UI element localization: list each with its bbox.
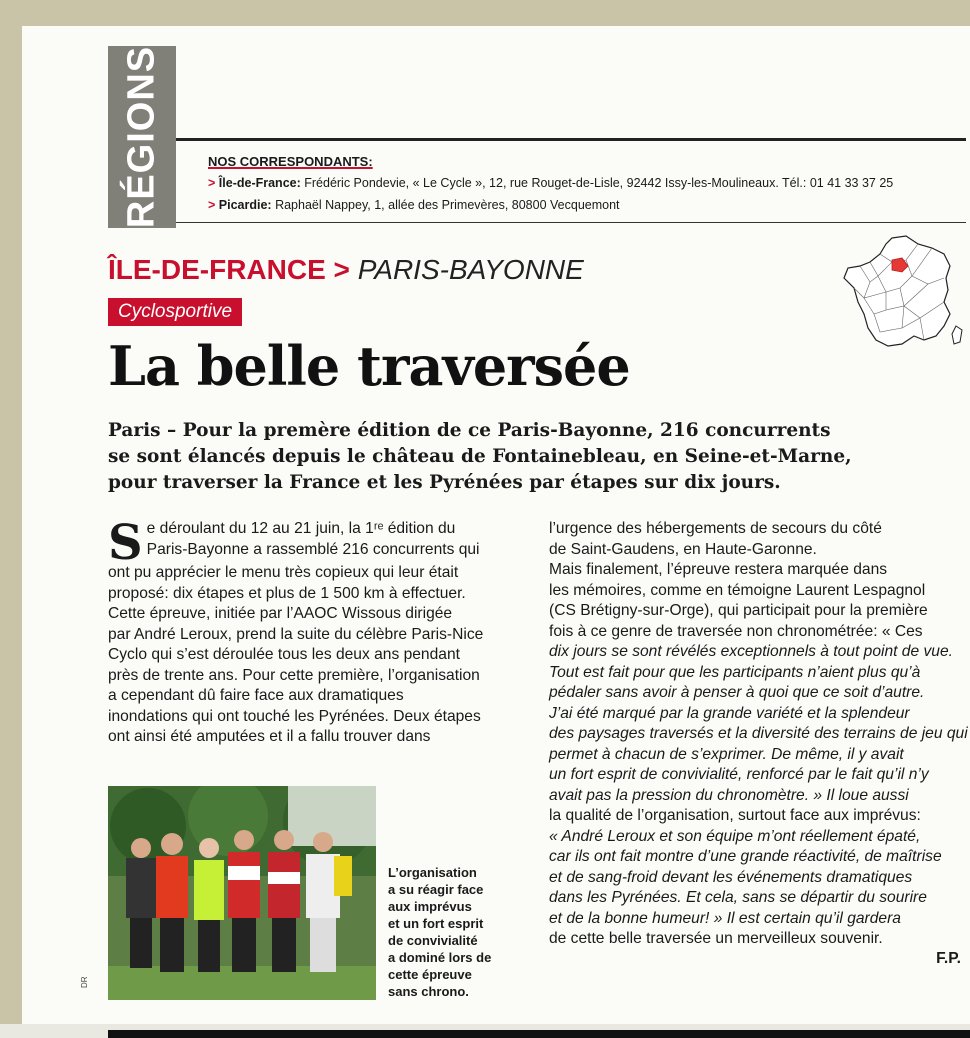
body-line: dix jours se sont révélés exceptionnels à tout point de vue.: [549, 643, 953, 660]
magazine-page: [22, 26, 970, 1024]
caption-line: L’organisation: [388, 865, 477, 880]
photo-caption: [388, 864, 538, 1000]
body-line: un fort esprit de convivialité, renforcé par le fait qu’il n’y: [549, 766, 929, 783]
correspondent-line: [208, 176, 893, 190]
lead-line: se sont élancés depuis le château de Fontainebleau, en Seine-et-Marne,: [108, 446, 852, 467]
body-line: Cette épreuve, initiée par l’AAOC Wissous dirigée: [108, 605, 453, 622]
correspondent-details: Raphaël Nappey, 1, allée des Primevères, 80800 Vecquemont: [271, 198, 620, 212]
lead-line: Paris – Pour la premère édition de ce Paris-Bayonne, 216 concurrents: [108, 420, 831, 441]
body-line: par André Leroux, prend la suite du célèbre Paris-Nice: [108, 625, 484, 643]
body-line: Tout est fait pour que les participants n’aient plus qu’à: [549, 663, 921, 681]
body-line: dans les Pyrénées. Et cela, sans se départir du sourire: [549, 889, 927, 906]
section-tab-label: RÉGIONS: [120, 45, 163, 229]
lead-line: pour traverser la France et les Pyrénées par étapes sur dix jours.: [108, 472, 781, 493]
body-lines: [549, 519, 969, 950]
category-badge: Cyclosportive: [108, 298, 242, 326]
body-line: Paris-Bayonne a rassemblé 216 concurrents qui: [146, 540, 480, 558]
body-line: l’urgence des hébergements de secours du côté: [549, 520, 882, 537]
correspondent-region: Île-de-France:: [218, 176, 301, 190]
body-line: la qualité de l’organisation, surtout face aux imprévus:: [549, 807, 921, 824]
body-line: et de sang-froid devant les événements dramatiques: [549, 868, 913, 886]
body-line: de Saint-Gaudens, en Haute-Garonne.: [549, 540, 817, 558]
article-kicker: [108, 254, 584, 286]
arrow-icon: >: [208, 176, 216, 190]
correspondent-details: Frédéric Pondevie, « Le Cycle », 12, rue Rouget-de-Lisle, 92442 Issy-les-Moulineaux. Tél.: 01 41 33 37 25: [300, 176, 894, 190]
section-tab: [108, 46, 176, 228]
caption-line: de convivialité: [388, 933, 478, 948]
photo-credit: DR: [80, 976, 89, 988]
body-line: et de la bonne humeur! » Il est certain qu’il gardera: [549, 909, 901, 927]
top-rule: [176, 138, 966, 141]
caption-line: aux imprévus: [388, 899, 472, 914]
page-edge-left: [0, 0, 22, 1024]
body-line: Cyclo qui s’est déroulée tous les deux ans pendant: [108, 646, 460, 663]
headline: La belle traversée: [108, 334, 630, 398]
body-line: J’ai été marqué par la grande variété et la splendeur: [549, 704, 910, 722]
arrow-icon: >: [208, 198, 216, 212]
caption-line: et un fort esprit: [388, 916, 484, 931]
body-line: inondations qui ont touché les Pyrénées. Deux étapes: [108, 707, 481, 725]
body-line: Mais finalement, l’épreuve restera marquée dans: [549, 561, 888, 578]
body-line: près de trente ans. Pour cette première, l’organisation: [108, 666, 480, 684]
body-column-left: [108, 515, 508, 748]
body-line: « André Leroux et son équipe m’ont réellement épaté,: [549, 827, 921, 845]
header-divider: [176, 222, 966, 223]
body-line: ont pu apprécier le menu très copieux qui leur était: [108, 564, 459, 581]
correspondents-title: NOS CORRESPONDANTS:: [208, 154, 373, 169]
body-line: fois à ce genre de traversée non chronométrée: « Ces: [549, 622, 923, 640]
caption-line: a dominé lors de: [388, 950, 492, 965]
body-line: car ils ont fait montre d’une grande réactivité, de maîtrise: [549, 848, 942, 865]
body-line: les mémoires, comme en témoigne Laurent Lespagnol: [549, 581, 926, 599]
correspondent-region: Picardie:: [218, 198, 272, 212]
article-lead: [108, 418, 968, 496]
caption-line: cette épreuve: [388, 967, 472, 982]
france-map-icon: [840, 232, 968, 354]
body-line: a cependant dû faire face aux dramatiques: [108, 687, 404, 704]
body-line: e déroulant du 12 au 21 juin, la 1ʳᵉ édition du: [146, 520, 456, 537]
author-signature: F.P.: [936, 950, 961, 967]
photo-cyclists: [108, 786, 376, 1000]
body-line: permet à chacun de s’exprimer. De même, il y avait: [549, 745, 904, 763]
kicker-subtitle: PARIS-BAYONNE: [357, 254, 584, 285]
body-line: proposé: dix étapes et plus de 1 500 km à effectuer.: [108, 584, 466, 602]
caption-line: sans chrono.: [388, 984, 469, 999]
body-line: de cette belle traversée un merveilleux souvenir.: [549, 930, 883, 947]
caption-line: a su réagir face: [388, 882, 484, 897]
body-line: pédaler sans avoir à penser à quoi que ce soit d’autre.: [549, 684, 925, 701]
correspondent-line: [208, 198, 620, 212]
body-column-right: [549, 519, 969, 967]
kicker-separator: >: [325, 254, 358, 285]
body-line: (CS Brétigny-sur-Orge), qui participait pour la première: [549, 602, 928, 619]
drop-cap: S: [108, 515, 143, 571]
bottom-rule: [108, 1030, 970, 1038]
kicker-region: ÎLE-DE-FRANCE: [108, 254, 326, 285]
body-line: ont ainsi été amputées et il a fallu trouver dans: [108, 728, 431, 745]
body-line: avait pas la pression du chronomètre. » Il loue aussi: [549, 786, 909, 804]
body-line: des paysages traversés et la diversité des terrains de jeu qui: [549, 725, 968, 742]
page-edge-top: [0, 0, 970, 26]
